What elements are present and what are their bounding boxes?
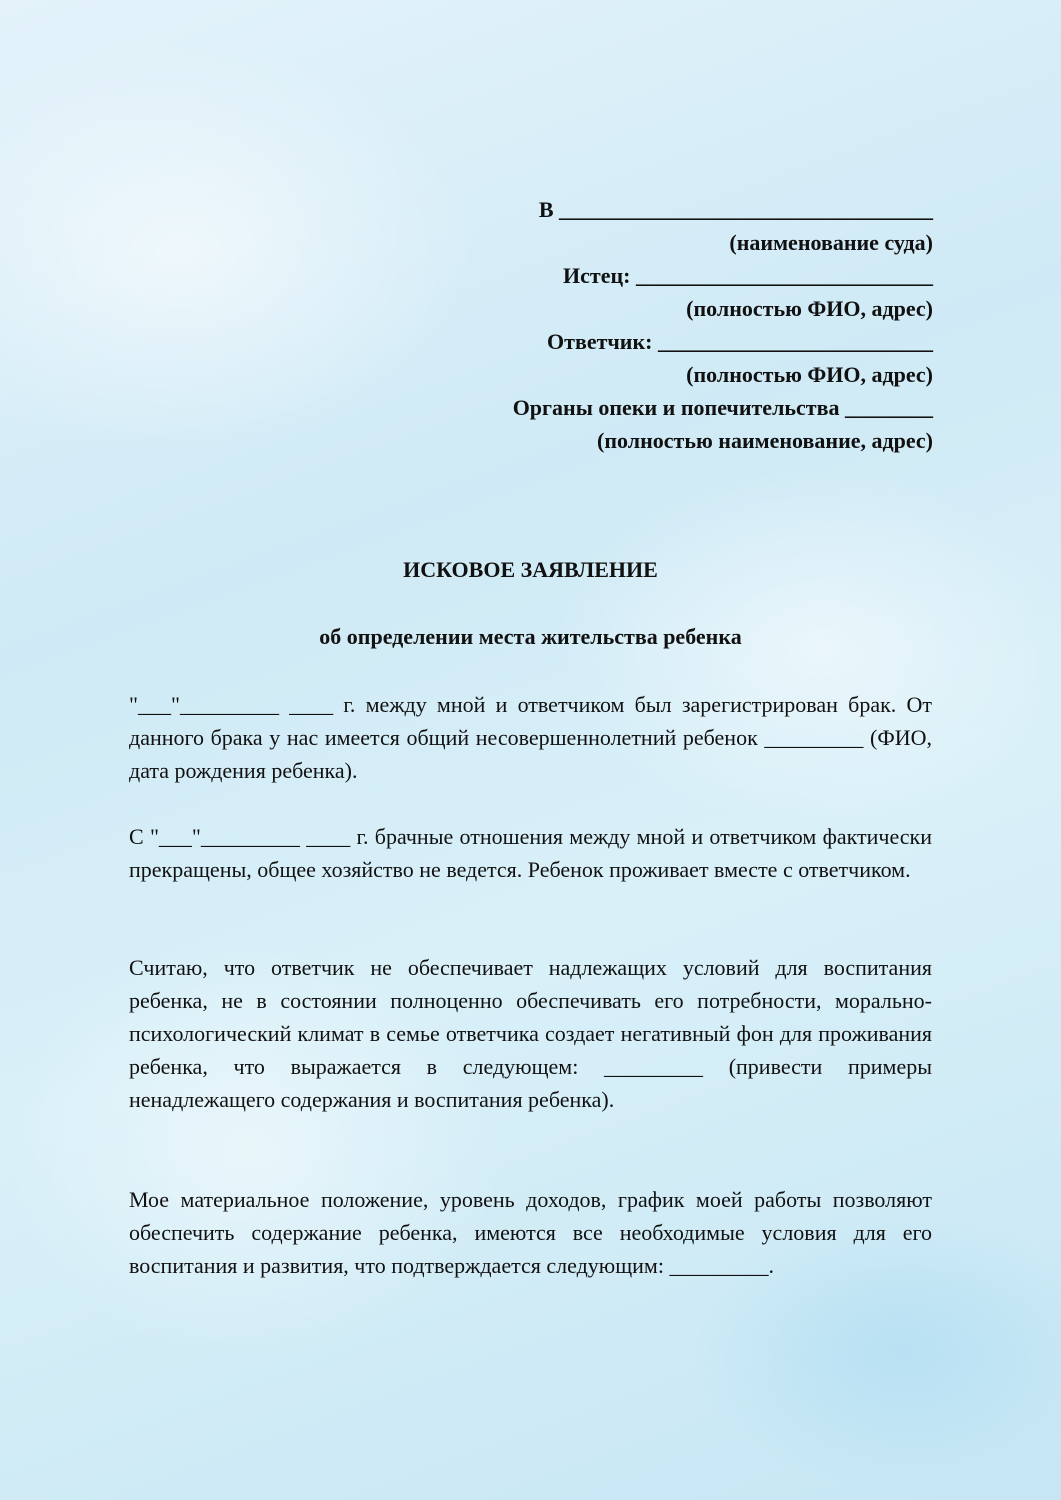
guardianship-caption: (полностью наименование, адрес) (597, 428, 933, 453)
guardianship-line: Органы опеки и попечительства ________ (512, 395, 933, 420)
document-title: ИСКОВОЕ ЗАЯВЛЕНИЕ (403, 557, 658, 582)
plaintiff-line: Истец: ___________________________ (563, 263, 933, 288)
defendant-line: Ответчик: _________________________ (547, 329, 933, 354)
plaintiff-caption: (полностью ФИО, адрес) (686, 296, 933, 321)
paragraph-marriage: "___"_________ ____ г. между мной и ответчиком был зарегистрирован брак. От данного брака у нас имеется общий несовершеннолетний ребенок _________ (ФИО, дата рождения ребенка). (129, 692, 932, 783)
addressee-block (513, 193, 933, 457)
paragraph-plaintiff-means: Мое материальное положение, уровень доходов, график моей работы позволяют обеспечить содержание ребенка, имеются все необходимые условия для его воспитания и развития, что подтверждается следующим: _________. (129, 1187, 932, 1278)
paragraph-separation: С "___"_________ ____ г. брачные отношения между мной и ответчиком фактически прекращены, общее хозяйство не ведется. Ребенок проживает вместе с ответчиком. (129, 824, 932, 882)
document-subtitle: об определении места жительства ребенка (319, 624, 742, 649)
paragraph-conditions: Считаю, что ответчик не обеспечивает надлежащих условий для воспитания ребенка, не в состоянии полноценно обеспечивать его потребности, морально-психологический климат в семье ответчика создает негативный фон для проживания ребенка, что выражается в следующем: _________ (привести примеры ненадлежащего содержания и воспитания ребенка). (129, 955, 932, 1112)
court-line: В __________________________________ (538, 197, 933, 222)
defendant-caption: (полностью ФИО, адрес) (686, 362, 933, 387)
court-caption: (наименование суда) (729, 230, 933, 255)
